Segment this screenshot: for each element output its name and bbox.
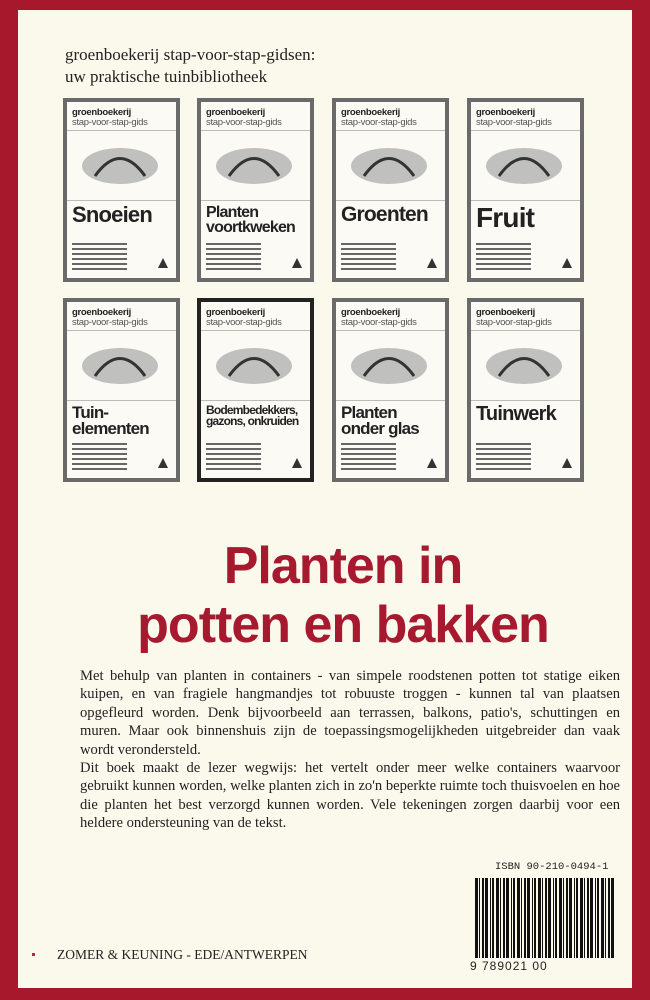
divider [471,200,580,201]
barcode-bar [479,878,480,958]
book-cover-title-line: Planten [341,403,397,422]
barcode-number: 9 789021 00 [470,959,548,973]
barcode-bar [521,878,522,958]
series-book-cover [197,298,314,482]
publisher-logo-icon [427,458,437,468]
book-cover-title [341,405,419,437]
series-label-line: groenboekerij [206,307,265,318]
book-cover-title [206,405,298,428]
barcode-bar [517,878,520,958]
series-book-cover [332,298,449,482]
book-series-label [476,108,552,128]
series-label-line: groenboekerij [476,307,535,318]
description-paragraph: Dit boek maakt de lezer wegwijs: het vertelt onder meer welke containers waarvoor gebruikt kunnen worden, welke planten zich in zo'n beperkte ruimte toch thuisvoelen en hoe die planten het best verzorgd kunnen worden. Vele tekeningen zorgen daarbij voor een heldere ondersteuning van de tekst. [80,760,620,832]
contents-list [476,240,531,270]
divider [336,400,445,401]
barcode-bar [548,878,551,958]
barcode-bar [532,878,533,958]
divider [336,330,445,331]
barcode-bar [569,878,572,958]
series-label-line: stap-voor-stap-gids [206,317,282,328]
contents-list [341,240,396,270]
series-heading-line: groenboekerij stap-voor-stap-gidsen: [65,45,316,64]
series-book-cover [63,98,180,282]
barcode-bar [597,878,599,958]
bullet-dot [32,953,35,956]
divider [336,200,445,201]
series-label-line: stap-voor-stap-gids [341,117,417,128]
barcode-bar [574,878,575,958]
description [80,667,620,833]
contents-list [206,440,261,470]
book-title-line-2: potten en bakken [137,596,549,654]
book-series-label [341,108,417,128]
barcode-bar [513,878,515,958]
book-illustration [344,336,434,394]
book-cover-title [206,205,295,235]
series-label-line: groenboekerij [341,307,400,318]
contents-list [206,240,261,270]
book-cover-title-line: gazons, onkruiden [206,414,299,429]
barcode-bar [490,878,491,958]
barcode [475,878,615,958]
series-book-cover [467,298,584,482]
description-paragraph: Met behulp van planten in containers - van simpele roodstenen potten tot statige eiken kuipen, en van fragiele hangmandjes tot robuuste troggen - kunnen tal van plaatsen opgefleurd worden. Denk bijvoorbeeld aan terrassen, balkons, patio's, schuttingen en muren. Maar ook binnenshuis zijn de toepassingsmogelijkheden uitgebreider dan vaak wordt verondersteld. [80,668,620,758]
barcode-bar [500,878,501,958]
book-cover-title-line: Groenten [341,203,428,226]
book-cover-title-line: Planten [206,204,259,221]
book-cover-inner [67,102,176,278]
series-book-cover [63,298,180,482]
series-label-line: groenboekerij [476,107,535,118]
divider [67,400,176,401]
publisher-logo-icon [158,258,168,268]
book-series-label [206,108,282,128]
book-illustration [209,136,299,194]
barcode-bar [563,878,564,958]
series-book-cover [467,98,584,282]
book-series-label [476,308,552,328]
book-series-label [206,308,282,328]
book-cover-inner [201,102,310,278]
contents-list [476,440,531,470]
book-cover-title-line: elementen [72,419,149,439]
book-cover-inner [336,102,445,278]
barcode-bar [576,878,578,958]
barcode-bar [553,878,554,958]
back-cover [18,10,632,988]
publisher-logo-icon [562,458,572,468]
series-book-cover [332,98,449,282]
book-cover-title [72,202,152,227]
barcode-bar [542,878,543,958]
book-cover-inner [471,102,580,278]
divider [201,400,310,401]
series-heading [65,44,315,88]
contents-list [72,440,127,470]
book-cover-title-line: Fruit [476,202,535,233]
book-illustration [75,136,165,194]
book-cover-inner [201,302,310,478]
barcode-bar [584,878,585,958]
book-cover-title-line: Snoeien [72,202,152,227]
series-label-line: stap-voor-stap-gids [206,117,282,128]
barcode-bar [503,878,505,958]
publisher-logo-icon [562,258,572,268]
divider [471,400,580,401]
barcode-bar [538,878,541,958]
series-label-line: stap-voor-stap-gids [72,117,148,128]
series-label-line: stap-voor-stap-gids [72,317,148,328]
book-cover-title-line: voortkweken [206,219,296,237]
book-cover-title [72,405,149,437]
series-label-line: groenboekerij [341,107,400,118]
book-series-label [341,308,417,328]
publisher-logo-icon [427,258,437,268]
contents-list [341,440,396,470]
series-label-line: stap-voor-stap-gids [341,317,417,328]
barcode-bar [601,878,604,958]
book-cover-title [341,205,428,225]
barcode-bar [524,878,526,958]
book-title-line-1: Planten in [223,537,463,595]
barcode-bar [496,878,499,958]
book-series-label [72,108,148,128]
series-label-line: stap-voor-stap-gids [476,317,552,328]
book-cover-title-line: Bodembedekkers, [206,403,298,417]
book-illustration [479,136,569,194]
barcode-bar [587,878,589,958]
series-label-line: stap-voor-stap-gids [476,117,552,128]
barcode-bar [492,878,494,958]
barcode-bar [482,878,484,958]
barcode-bar [611,878,614,958]
book-cover-title-line: onder glas [341,419,419,439]
divider [201,200,310,201]
series-heading-line: uw praktische tuinbibliotheek [65,67,268,86]
publisher-logo-icon [158,458,168,468]
book-cover-inner [336,302,445,478]
divider [336,130,445,131]
book-illustration [75,336,165,394]
barcode-bar [559,878,562,958]
publisher: ZOMER & KEUNING - EDE/ANTWERPEN [57,947,308,962]
divider [201,330,310,331]
book-cover-title [476,405,556,424]
barcode-bar [534,878,536,958]
divider [471,330,580,331]
book-cover-title [476,202,535,233]
book-cover-title-line: Tuin- [72,403,109,422]
series-label-line: groenboekerij [72,307,131,318]
isbn: ISBN 90-210-0494-1 [495,861,609,873]
book-illustration [479,336,569,394]
barcode-bar [545,878,547,958]
book-illustration [344,136,434,194]
divider [67,200,176,201]
barcode-bar [595,878,596,958]
barcode-bar [590,878,593,958]
series-label-line: groenboekerij [72,107,131,118]
barcode-bar [566,878,568,958]
barcode-bar [605,878,606,958]
barcode-bar [485,878,488,958]
barcode-bar [506,878,509,958]
barcode-bar [511,878,512,958]
book-series-label [72,308,148,328]
divider [471,130,580,131]
book-cover-inner [471,302,580,478]
series-book-cover [197,98,314,282]
divider [201,130,310,131]
publisher-logo-icon [292,258,302,268]
barcode-bar [475,878,478,958]
barcode-bar [527,878,530,958]
publisher-logo-icon [292,458,302,468]
divider [67,130,176,131]
book-illustration [209,336,299,394]
barcode-bar [555,878,557,958]
barcode-bar [580,878,583,958]
contents-list [72,240,127,270]
barcode-bar [608,878,610,958]
book-cover-title-line: Tuinwerk [476,403,556,425]
series-label-line: groenboekerij [206,107,265,118]
divider [67,330,176,331]
book-cover-inner [67,302,176,478]
